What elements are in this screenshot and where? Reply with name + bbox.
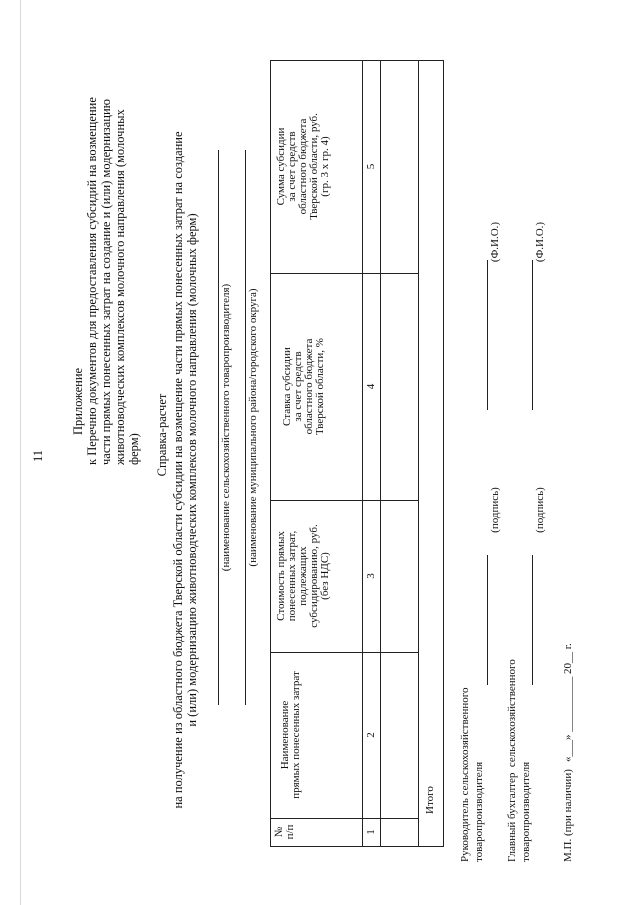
- stamp-label: М.П. (при наличии): [562, 769, 574, 862]
- col-number-3: 3: [365, 573, 377, 579]
- col-number-4: 4: [365, 383, 377, 390]
- accountant-name-line: [532, 260, 533, 410]
- header-rate: Ставка субсидии за счет средств областного бюджета Тверской области, %: [281, 338, 326, 435]
- heading-line-1: на получение из областного бюджета Тверской области субсидии на возмещение части прямых понесенных затрат на создание: [171, 131, 185, 809]
- appendix-line-2: части прямых понесенных затрат на создание и (или) модернизацию: [99, 98, 113, 465]
- head-signature-line: [487, 555, 488, 685]
- heading-line-2: и (или) модернизацию животноводческих комплексов молочного направления (молочных ферм): [185, 213, 199, 727]
- head-name-caption: (Ф.И.О.): [489, 221, 501, 263]
- head-name-line: [487, 260, 488, 410]
- head-signature-caption: (подпись): [489, 487, 501, 533]
- district-name-line: [245, 150, 246, 705]
- col-number-2: 2: [365, 732, 377, 738]
- head-label: Руководитель сельскохозяйственного товаропроизводителя: [459, 687, 485, 862]
- accountant-label: Главный бухгалтер сельскохозяйственного товаропроизводителя: [506, 659, 532, 862]
- header-cost-amount: Стоимость прямых понесенных затрат, подлежащих субсидированию, руб. (без НДС): [275, 524, 331, 628]
- header-number: № п/п: [273, 824, 296, 840]
- appendix-title: Приложение: [71, 367, 85, 435]
- date-line: «___» __________ 20__ г.: [562, 643, 574, 762]
- appendix-line-4: ферм): [127, 433, 141, 465]
- accountant-signature-line: [532, 555, 533, 685]
- header-subsidy-sum: Сумма субсидии за счет средств областного бюджета Тверской области, руб. (гр. 3 х гр. 4): [275, 113, 331, 220]
- page-number: 11: [31, 449, 45, 462]
- appendix-line-3: животноводческих комплексов молочного направления (молочных: [113, 109, 127, 465]
- col-number-5: 5: [365, 163, 377, 170]
- appendix-line-1: к Перечню документов для предоставления субсидий на возмещение: [85, 97, 99, 465]
- document-title: Справка-расчет: [155, 393, 169, 477]
- accountant-signature-caption: (подпись): [534, 487, 546, 533]
- district-caption: (наименование муниципального района/городского округа): [247, 288, 259, 567]
- page-edge: [20, 0, 21, 905]
- col-number-1: 1: [365, 829, 377, 835]
- header-cost-name: Наименование прямых понесенных затрат: [279, 671, 302, 799]
- producer-caption: (наименование сельскохозяйственного товаропроизводителя): [220, 283, 232, 572]
- accountant-name-caption: (Ф.И.О.): [534, 221, 546, 263]
- producer-name-line: [218, 150, 219, 705]
- total-label: Итого: [424, 786, 436, 814]
